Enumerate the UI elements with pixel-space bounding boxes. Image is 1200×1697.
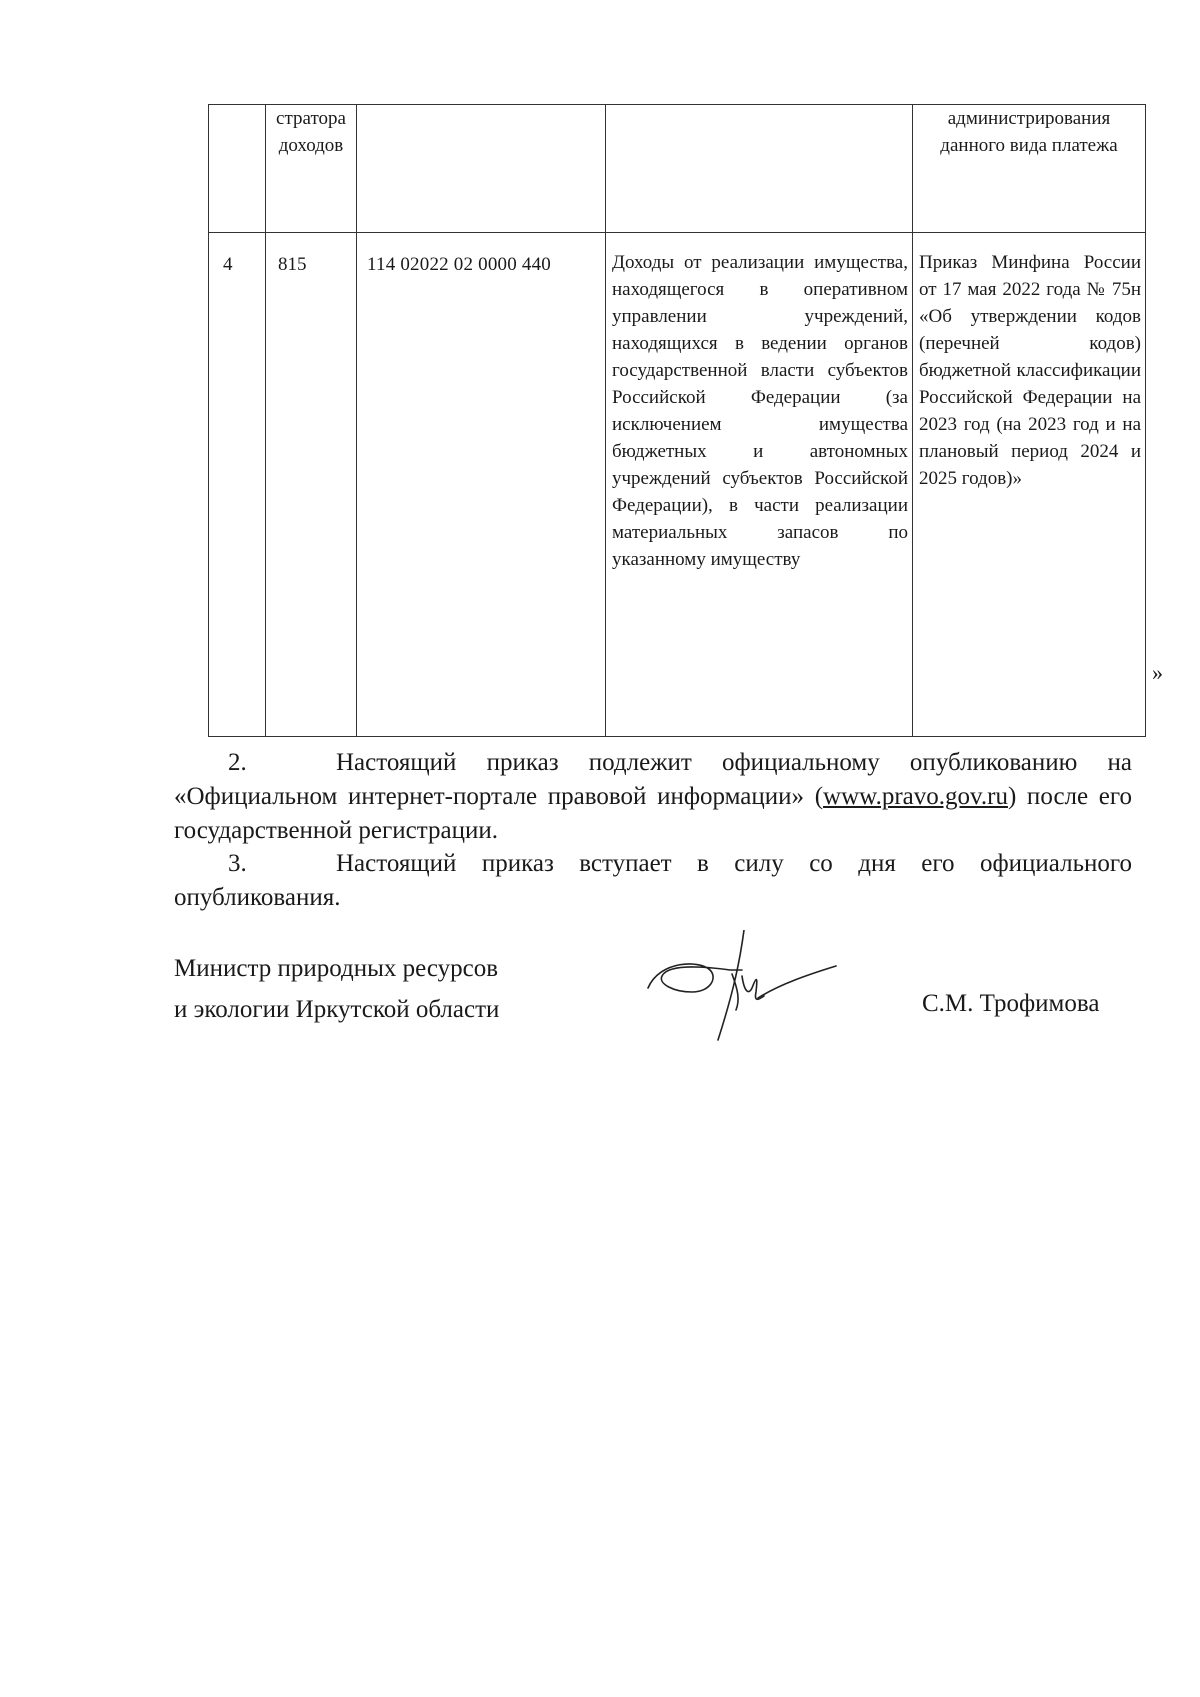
revenue-codes-table (208, 104, 1146, 737)
legal-basis: Приказ Минфина России от 17 мая 2022 года № 75н «Об утверждении кодов (перечней кодов) бюджетной классификации Российской Федерации на 2023 год (на 2023 год и на плановый период 2024 и 2025 годов)» (913, 233, 1146, 737)
paragraph-number: 3. (228, 850, 247, 877)
header-cell-number (209, 105, 266, 233)
header-cell-basis (913, 105, 1146, 233)
admin-code: 815 (266, 233, 357, 737)
paragraph-2 (174, 746, 1132, 848)
handwritten-signature-icon (640, 930, 840, 1050)
position-line-1: Министр природных ресурсов (174, 955, 499, 982)
paragraph-text-end: ) после его государственной регистрации. (174, 783, 1132, 844)
paragraph-text: Настоящий приказ вступает в силу со дня его официального опубликования. (174, 850, 1132, 911)
position-line-2: и экологии Иркутской области (174, 996, 500, 1023)
header-cell-kbk (357, 105, 606, 233)
table-row (209, 233, 1146, 737)
header-admin-text: стратора доходов (276, 108, 346, 156)
signatory-position (174, 948, 499, 1030)
header-basis-text: администрирования данного вида платежа (940, 108, 1118, 156)
table-header-row (209, 105, 1146, 233)
revenue-description: Доходы от реализации имущества, находящегося в оперативном управлении учреждений, находящихся в ведении органов государственной власти субъектов Российской Федерации (за исключением имущества бюджетных и автономных учреждений субъектов Российской Федерации), в части реализации материальных запасов по указанному имуществу (606, 233, 913, 737)
header-cell-admin (266, 105, 357, 233)
kbk-code: 114 02022 02 0000 440 (357, 233, 606, 737)
row-number: 4 (209, 233, 266, 737)
paragraph-number: 2. (228, 749, 247, 776)
pravo-link[interactable]: www.pravo.gov.ru (823, 783, 1008, 810)
signatory-name: С.М. Трофимова (922, 990, 1100, 1017)
paragraph-text: Настоящий приказ подлежит официальному опубликованию на «Официальном интернет-портале правовой информации» ( (174, 749, 1132, 810)
closing-quote: » (1152, 660, 1163, 685)
paragraph-3 (174, 847, 1132, 915)
header-cell-description (606, 105, 913, 233)
